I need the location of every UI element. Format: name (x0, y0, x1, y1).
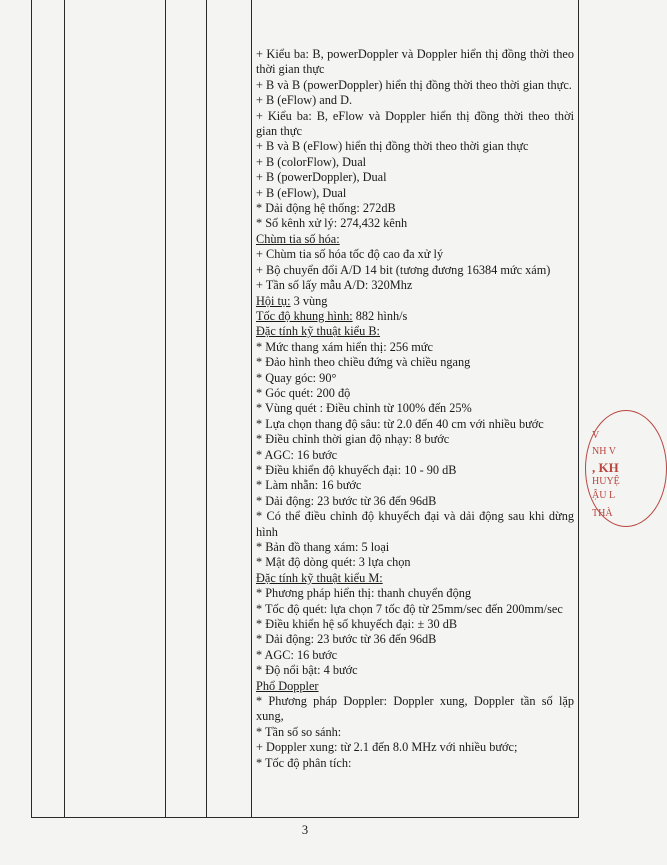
red-seal-stamp (585, 410, 667, 527)
spec-line: + Doppler xung: từ 2.1 đến 8.0 MHz với nhiều bước; (256, 740, 518, 755)
spec-line: + B và B (eFlow) hiển thị đồng thời theo thời gian thực (256, 139, 529, 154)
stamp-text: NH V (592, 446, 616, 457)
spec-line: + Tần số lấy mẫu A/D: 320Mhz (256, 278, 413, 293)
spec-line: * Dải động hệ thống: 272dB (256, 201, 396, 216)
spec-line: + B (powerDoppler), Dual (256, 170, 387, 185)
spec-line: * Điều khiển độ khuyếch đại: 10 - 90 dB (256, 462, 457, 477)
spec-line: * Có thể điều chỉnh độ khuyếch đại và dải động sau khi dừng hình (256, 509, 574, 539)
spec-line: + Bộ chuyển đổi A/D 14 bit (tương đương 16384 mức xám) (256, 262, 551, 277)
spec-line: + Kiểu ba: B, powerDoppler và Doppler hiển thị đồng thời theo thời gian thực (256, 47, 574, 77)
spec-line: Chùm tia số hóa: (256, 231, 340, 246)
stamp-text: V (592, 430, 600, 441)
spec-line-value: 882 hình/s (352, 308, 408, 323)
spec-line: * AGC: 16 bước (256, 647, 338, 662)
spec-line: * Mức thang xám hiển thị: 256 mức (256, 339, 433, 354)
spec-line: + B và B (powerDoppler) hiển thị đồng thời theo thời gian thực. (256, 77, 572, 92)
spec-line: + B (colorFlow), Dual (256, 154, 367, 169)
spec-line: Đặc tính kỹ thuật kiểu M: (256, 570, 383, 585)
stamp-text: ẬU L (592, 490, 616, 501)
table-border-left (31, 0, 32, 818)
spec-line: * Phương pháp Doppler: Doppler xung, Doppler tần số lặp xung, (256, 694, 574, 724)
spec-line: * Dải động: 23 bước từ 36 đến 96dB (256, 493, 437, 508)
table-border-right (578, 0, 579, 818)
spec-line (256, 294, 574, 309)
stamp-text: HUYỆ (592, 476, 620, 487)
spec-line: * Đảo hình theo chiều đứng và chiều ngang (256, 355, 471, 370)
spec-line: * Làm nhẵn: 16 bước (256, 478, 362, 493)
table-column-divider-4 (251, 0, 252, 818)
spec-line: + Kiểu ba: B, eFlow và Doppler hiển thị đồng thời theo thời gian thực (256, 108, 574, 139)
spec-line: * Mật độ dòng quét: 3 lựa chọn (256, 555, 411, 570)
spec-line-value: 3 vùng (290, 293, 328, 308)
spec-line: * Điều khiển hệ số khuyếch đại: ± 30 dB (256, 617, 458, 632)
spec-line: Đặc tính kỹ thuật kiểu B: (256, 324, 380, 339)
spec-line: Phổ Doppler (256, 678, 319, 693)
spec-line: + B (eFlow) and D. (256, 93, 353, 108)
spec-line: * Góc quét: 200 độ (256, 385, 351, 400)
spec-line: * Số kênh xử lý: 274,432 kênh (256, 216, 408, 231)
spec-line: * Vùng quét : Điều chỉnh từ 100% đến 25% (256, 401, 472, 416)
spec-line: * Quay góc: 90° (256, 370, 337, 385)
table-border-bottom (31, 817, 579, 818)
spec-line: * AGC: 16 bước (256, 447, 338, 462)
spec-line (256, 309, 574, 324)
spec-line: * Điều chỉnh thời gian độ nhạy: 8 bước (256, 432, 450, 447)
table-column-divider-1 (64, 0, 65, 818)
table-column-divider-3 (206, 0, 207, 818)
stamp-text: , KH (592, 460, 619, 475)
spec-line: * Bản đồ thang xám: 5 loại (256, 540, 390, 554)
stamp-text: THÀ (592, 508, 613, 519)
spec-line: * Độ nổi bật: 4 bước (256, 663, 358, 678)
spec-line: * Tần số so sánh: (256, 724, 342, 739)
spec-line: * Dải động: 23 bước từ 36 đến 96dB (256, 632, 437, 647)
page-number: 3 (301, 823, 309, 837)
spec-line: * Tốc độ quét: lựa chọn 7 tốc độ từ 25mm/sec đến 200mm/sec (256, 601, 563, 616)
spec-line: + B (eFlow), Dual (256, 185, 347, 200)
spec-line: * Lựa chọn thang độ sâu: từ 2.0 đến 40 cm với nhiều bước (256, 416, 544, 431)
spec-line-heading: Hội tụ: (256, 293, 291, 308)
spec-line-heading: Tốc độ khung hình: (256, 308, 353, 323)
spec-line: * Tốc độ phân tích: (256, 755, 352, 770)
spec-line: * Phương pháp hiển thị: thanh chuyển động (256, 586, 472, 601)
specification-cell (256, 47, 574, 771)
spec-line: + Chùm tia số hóa tốc độ cao đa xử lý (256, 247, 444, 262)
table-column-divider-2 (165, 0, 166, 818)
